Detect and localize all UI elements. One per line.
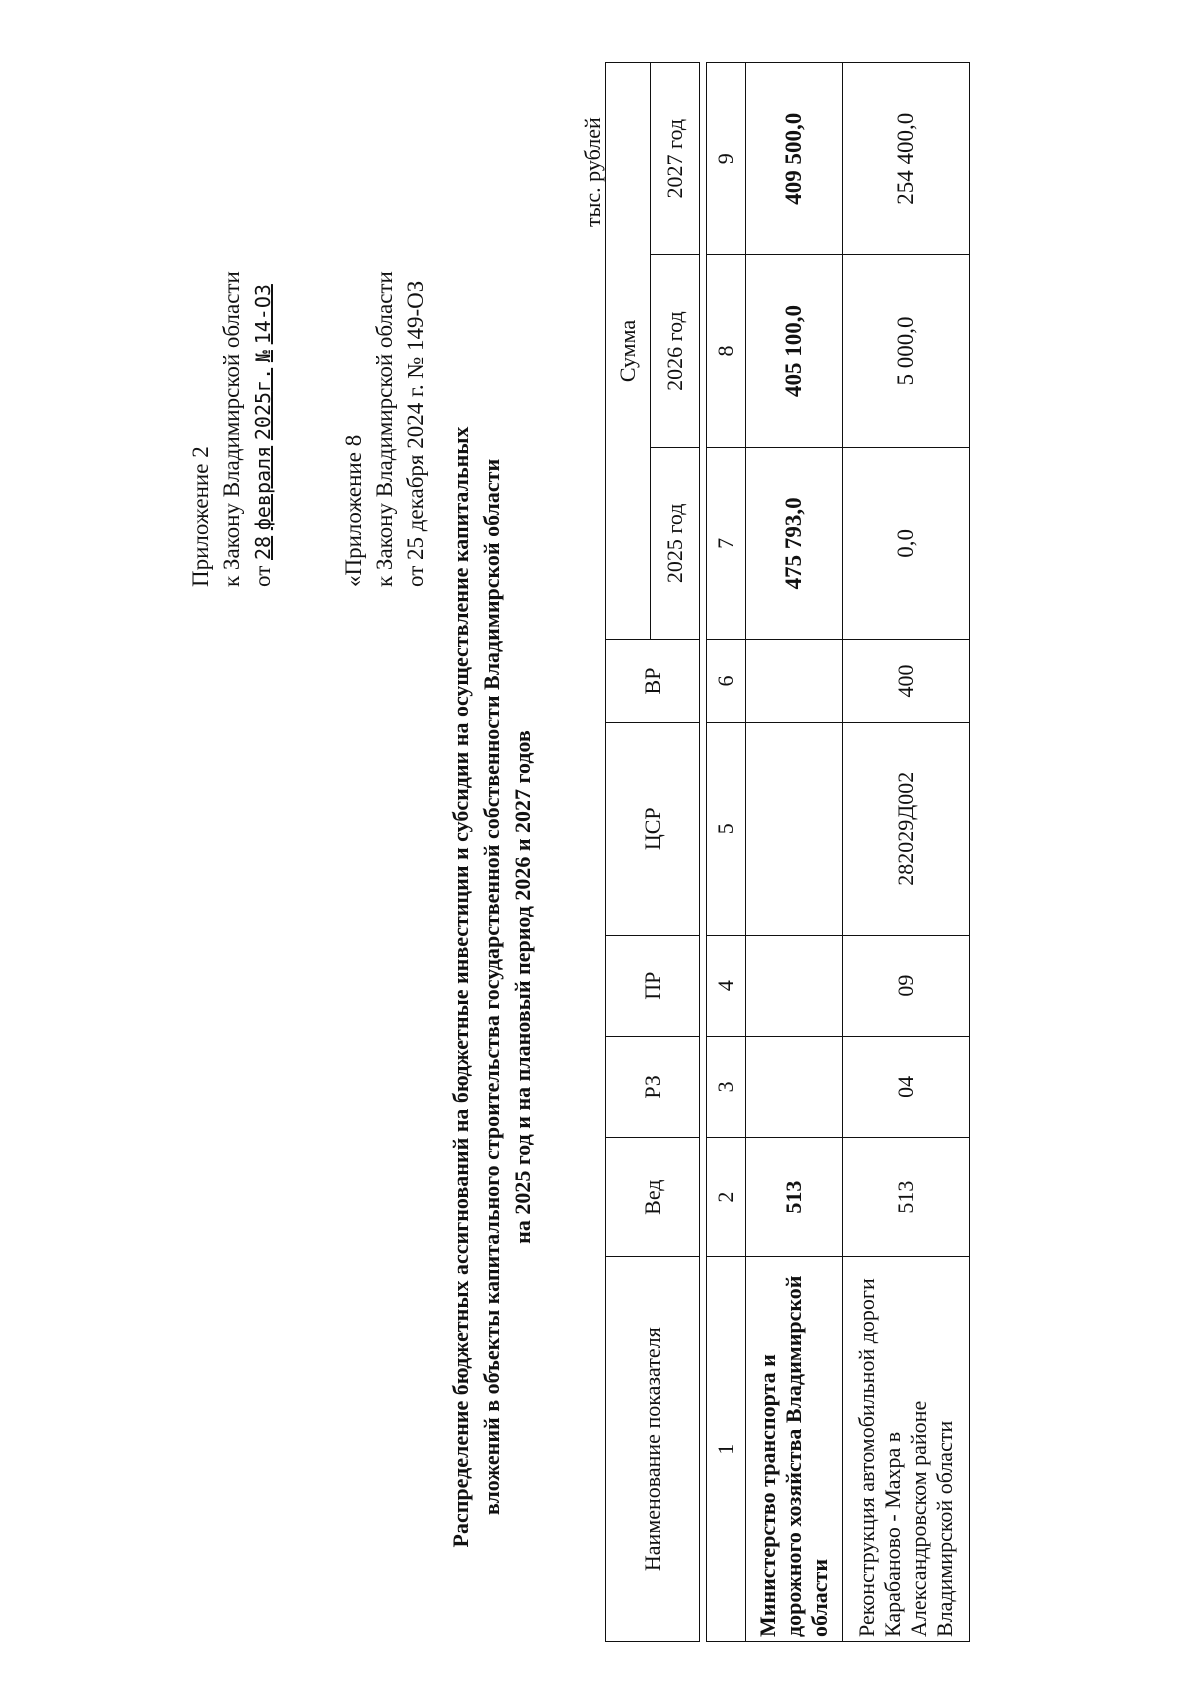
header-name: Наименование показателя [606,1257,700,1642]
prior-appendix-header [338,271,431,587]
header-sum: Сумма [606,63,651,640]
header-csr: ЦСР [606,723,700,936]
column-number: 4 [707,935,746,1036]
table-header-row [606,63,651,1642]
header-ved: Вед [606,1137,700,1256]
row-csr [746,723,843,936]
row-rz [746,1036,843,1137]
table-row [746,63,843,1642]
allocation-table [605,62,970,1642]
row-amount-2027: 409 500,0 [746,63,843,255]
law-reference: к Закону Владимирской области [219,271,244,587]
row-vr [746,640,843,723]
column-number: 3 [707,1036,746,1137]
header-2025: 2025 год [651,447,700,639]
table-row [843,63,970,1642]
row-amount-2025: 0,0 [843,447,970,639]
column-number: 5 [707,723,746,936]
date-year: 2025 [251,391,275,441]
row-name: Реконструкция автомобильной дороги Карабаново - Махра в Александровском районе Владимирской области [843,1257,970,1642]
row-pr: 09 [843,935,970,1036]
row-amount-2026: 5 000,0 [843,255,970,447]
header-separator [700,63,707,1642]
date-month: февраля [251,445,275,531]
appendix-label: Приложение 2 [188,446,213,587]
header-rz: РЗ [606,1036,700,1137]
column-number: 2 [707,1137,746,1256]
column-number: 9 [707,63,746,255]
row-ved: 513 [746,1137,843,1256]
prior-appendix-label: «Приложение 8 [341,434,366,587]
column-number: 7 [707,447,746,639]
header-vr: ВР [606,640,700,723]
prior-law-reference: к Закону Владимирской области [372,271,397,587]
row-ved: 513 [843,1137,970,1256]
row-pr [746,935,843,1036]
row-amount-2025: 475 793,0 [746,447,843,639]
law-number: 14-ОЗ [251,284,275,345]
document-title: Распределение бюджетных ассигнований на бюджетные инвестиции и субсидии на осуществление капитальных вложений в объекты капитального строительства государственной собственности Владимирской области на 2025 год и на плановый период 2026 и 2027 годов [448,426,535,1548]
row-rz: 04 [843,1036,970,1137]
row-name: Министерство транспорта и дорожного хозяйства Владимирской области [746,1257,843,1642]
row-csr: 282029Д002 [843,723,970,936]
row-vr: 400 [843,640,970,723]
law-date-line: от 28 февраля 2025г. № 14-ОЗ [250,284,275,587]
row-amount-2026: 405 100,0 [746,255,843,447]
column-number: 1 [707,1257,746,1642]
prior-law-date-line: от 25 декабря 2024 г. № 149-ОЗ [403,280,428,587]
header-pr: ПР [606,935,700,1036]
column-number: 6 [707,640,746,723]
appendix-header [185,271,279,587]
header-2026: 2026 год [651,255,700,447]
row-amount-2027: 254 400,0 [843,63,970,255]
units-label: тыс. рублей [580,117,605,227]
column-number-row [707,63,746,1642]
column-number: 8 [707,255,746,447]
law-number-prefix: № [251,350,275,363]
date-day: 28 [251,535,275,560]
header-2027: 2027 год [651,63,700,255]
